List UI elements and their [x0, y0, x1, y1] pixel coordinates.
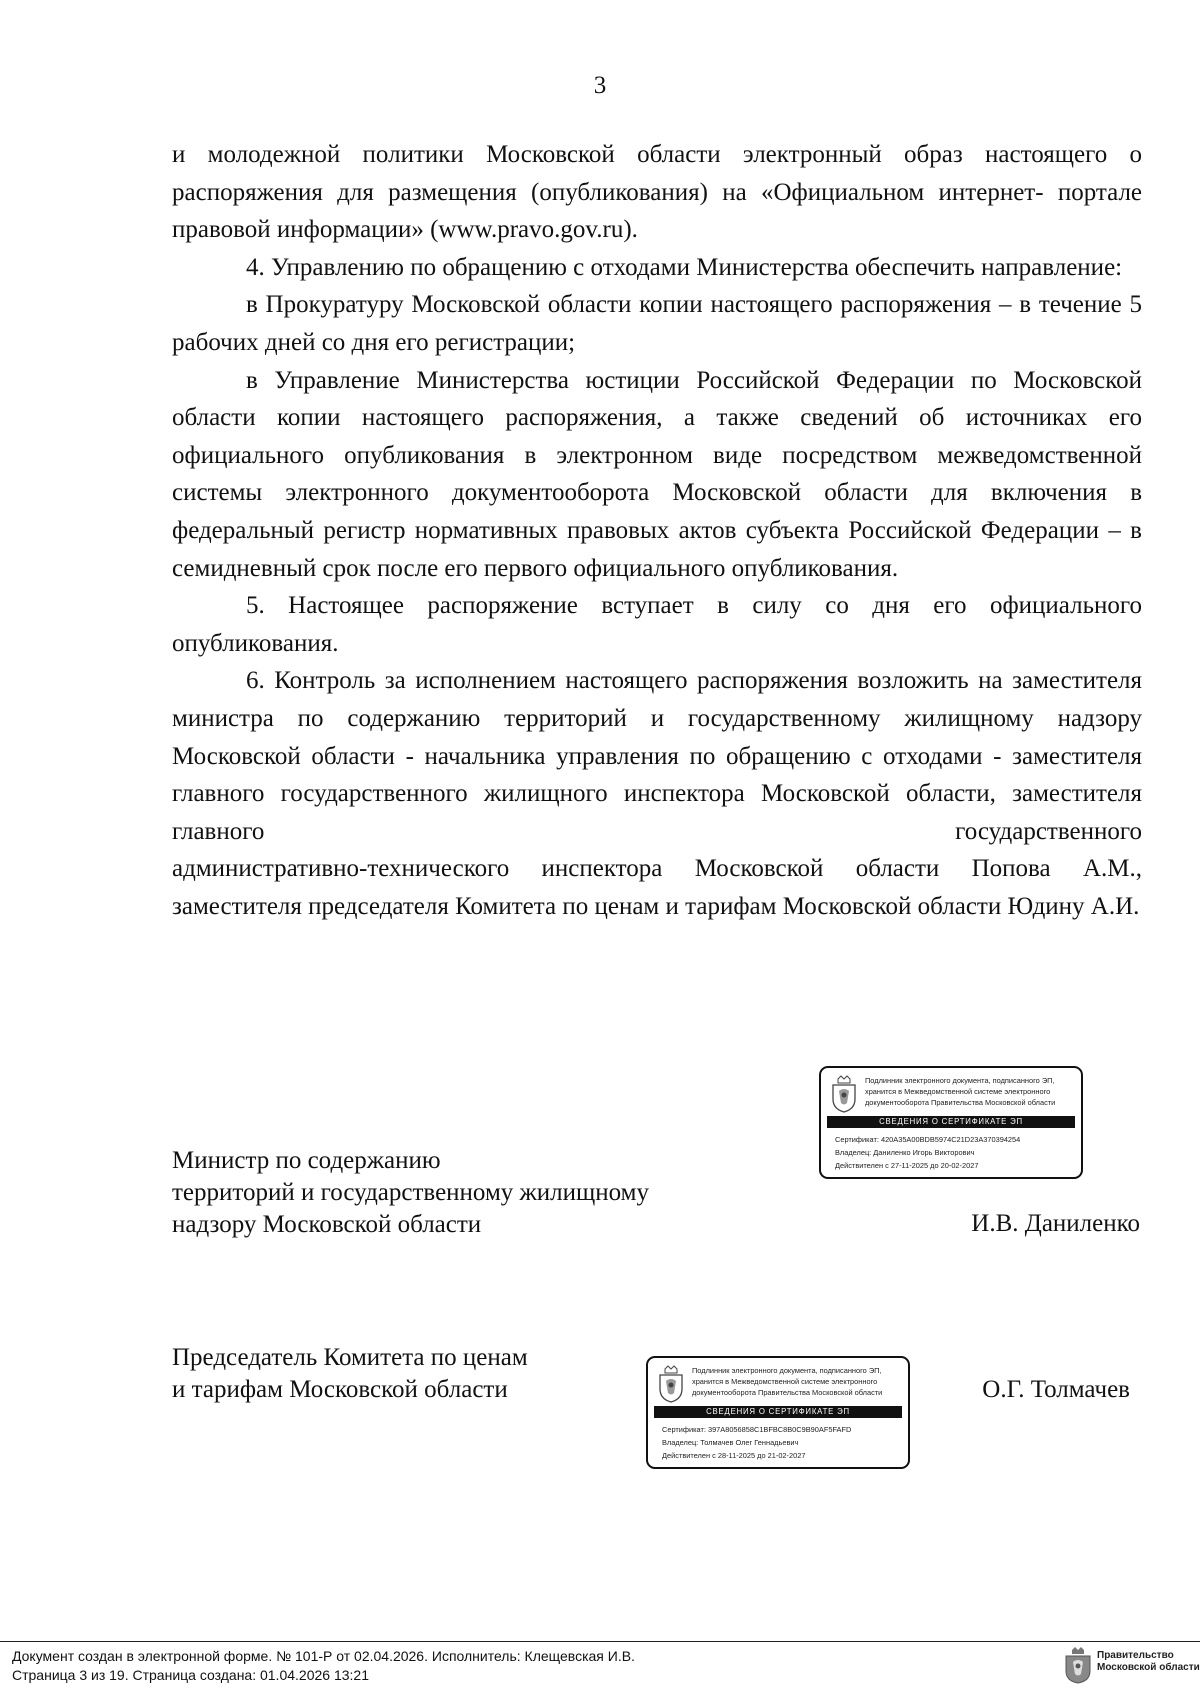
stamp-header-line: документооборота Правительства Московской области [865, 1098, 1056, 1107]
text-line: направление: [981, 253, 1123, 281]
text-line: 6. Контроль за исполнением настоящего распоряжения возложить [246, 667, 969, 695]
org-name-line: Правительство [1097, 1650, 1174, 1661]
stamp-header-line: хранится в Межведомственной системе электронного [865, 1087, 1051, 1096]
paragraph-6 [172, 662, 1142, 925]
signatory-2-name: О.Г. Толмачев [982, 1376, 1130, 1403]
text-line: правовых актов субъекта Российской Федерации – в семидневный срок [172, 516, 1142, 582]
stamp-details [835, 1133, 1075, 1172]
text-line: жилищному надзору Московской области - начальника управления [172, 704, 1142, 770]
coat-of-arms-icon [657, 1365, 685, 1403]
stamp-header [865, 1075, 1075, 1108]
stamp-validity: Действителен с 28-11-2025 до 21-02-2027 [662, 1451, 806, 1460]
coat-of-arms-icon [830, 1075, 858, 1113]
title-line: и тарифам Московской области [172, 1376, 508, 1403]
title-line: территорий и государственному жилищному [172, 1179, 650, 1206]
text-line: в течение 5 рабочих дней со дня его регистрации; [172, 291, 1143, 356]
signatory-1-title [172, 1145, 649, 1241]
text-line: в Управление Министерства юстиции Российской Федерации [246, 366, 955, 394]
paragraph-3-continuation [172, 136, 1142, 249]
paragraph-4-prosecutor [172, 286, 1142, 361]
text-line: по Московской области копии настоящего распоряжения, а также сведений [172, 366, 1142, 432]
title-line: надзору Московской области [172, 1211, 482, 1238]
stamp-header-line: документооборота Правительства Московской области [692, 1388, 883, 1397]
text-line: о распоряжения для размещения (опубликования) на «Официальном интернет- [172, 141, 1142, 206]
stamp-owner: Владелец: Толмачев Олег Геннадьевич [662, 1438, 799, 1447]
signatory-1-name: И.В. Даниленко [971, 1210, 1140, 1237]
org-name-line: Московской области [1097, 1662, 1200, 1673]
stamp-validity: Действителен с 27-11-2025 до 20-02-2027 [835, 1161, 979, 1170]
signature-stamp-1 [819, 1066, 1083, 1179]
paragraph-4-justice [172, 362, 1142, 588]
footer-line: Документ создан в электронной форме. № 101-Р от 02.04.2026. Исполнитель: Клещевская И.В. [12, 1648, 635, 1664]
text-line: 4. Управлению по обращению с отходами Министерства обеспечить [246, 253, 975, 281]
text-line: заместителя председателя Комитета по ценам и тарифам Московской области [172, 892, 1002, 920]
text-line: опубликования. [172, 629, 339, 657]
stamp-certificate-heading: СВЕДЕНИЯ О СЕРТИФИКАТЕ ЭП [827, 1116, 1075, 1128]
title-line: Министр по содержанию [172, 1147, 441, 1174]
text-line: административно-технического инспектора Московской области Попова А.М., [172, 855, 1142, 883]
text-line: Юдину А.И. [1007, 892, 1140, 920]
text-line: Московской области для включения в федеральный регистр нормативных [172, 479, 1142, 544]
stamp-details [662, 1423, 902, 1462]
text-line: инспектора Московской области, заместителя главного государственного [172, 780, 1143, 845]
stamp-header [692, 1365, 902, 1398]
footer-divider [0, 1641, 1200, 1642]
text-line: посредством межведомственной системы электронного документооборота [172, 441, 1143, 507]
paragraph-5 [172, 587, 1142, 662]
text-line: в Прокуратуру Московской области копии настоящего распоряжения – [246, 291, 1012, 319]
signature-stamp-2 [646, 1356, 910, 1469]
paragraph-4 [172, 249, 1142, 287]
government-logo-icon [1063, 1646, 1093, 1684]
signatory-2-title [172, 1342, 528, 1406]
text-line: на заместителя министра по содержанию территорий и государственному [172, 667, 1143, 732]
stamp-certificate: Сертификат: 420A35A00BDB5974C21D23A370394254 [835, 1135, 1021, 1144]
text-line: и молодежной политики Московской области электронный образ настоящего [172, 141, 1108, 168]
government-logo-text [1097, 1650, 1200, 1674]
text-line: об источниках его официального опубликования в электронном виде [172, 404, 1142, 469]
stamp-header-line: Подлинник электронного документа, подписанного ЭП, [865, 1076, 1055, 1085]
text-line: портале правовой информации» (www.pravo.gov.ru). [172, 178, 1143, 244]
title-line: Председатель Комитета по ценам [172, 1344, 528, 1371]
footer-line: Страница 3 из 19. Страница создана: 01.04.2026 13:21 [12, 1667, 369, 1683]
stamp-owner: Владелец: Даниленко Игорь Викторович [835, 1148, 975, 1157]
stamp-certificate-heading: СВЕДЕНИЯ О СЕРТИФИКАТЕ ЭП [654, 1406, 902, 1418]
stamp-header-line: Подлинник электронного документа, подписанного ЭП, [692, 1366, 882, 1375]
text-line: 5. Настоящее распоряжение вступает в силу со дня его официального [246, 592, 1142, 620]
document-body [172, 136, 1142, 925]
page-number: 3 [593, 72, 607, 99]
footer-info [12, 1647, 635, 1685]
stamp-header-line: хранится в Межведомственной системе электронного [692, 1377, 878, 1386]
text-line: после его первого официального опубликования. [377, 554, 899, 582]
text-line: по обращению с отходами - заместителя главного государственного жилищного [172, 742, 1143, 808]
stamp-certificate: Сертификат: 397A8056858C1BFBC8B0C9B90AF5FAFD [662, 1425, 852, 1434]
